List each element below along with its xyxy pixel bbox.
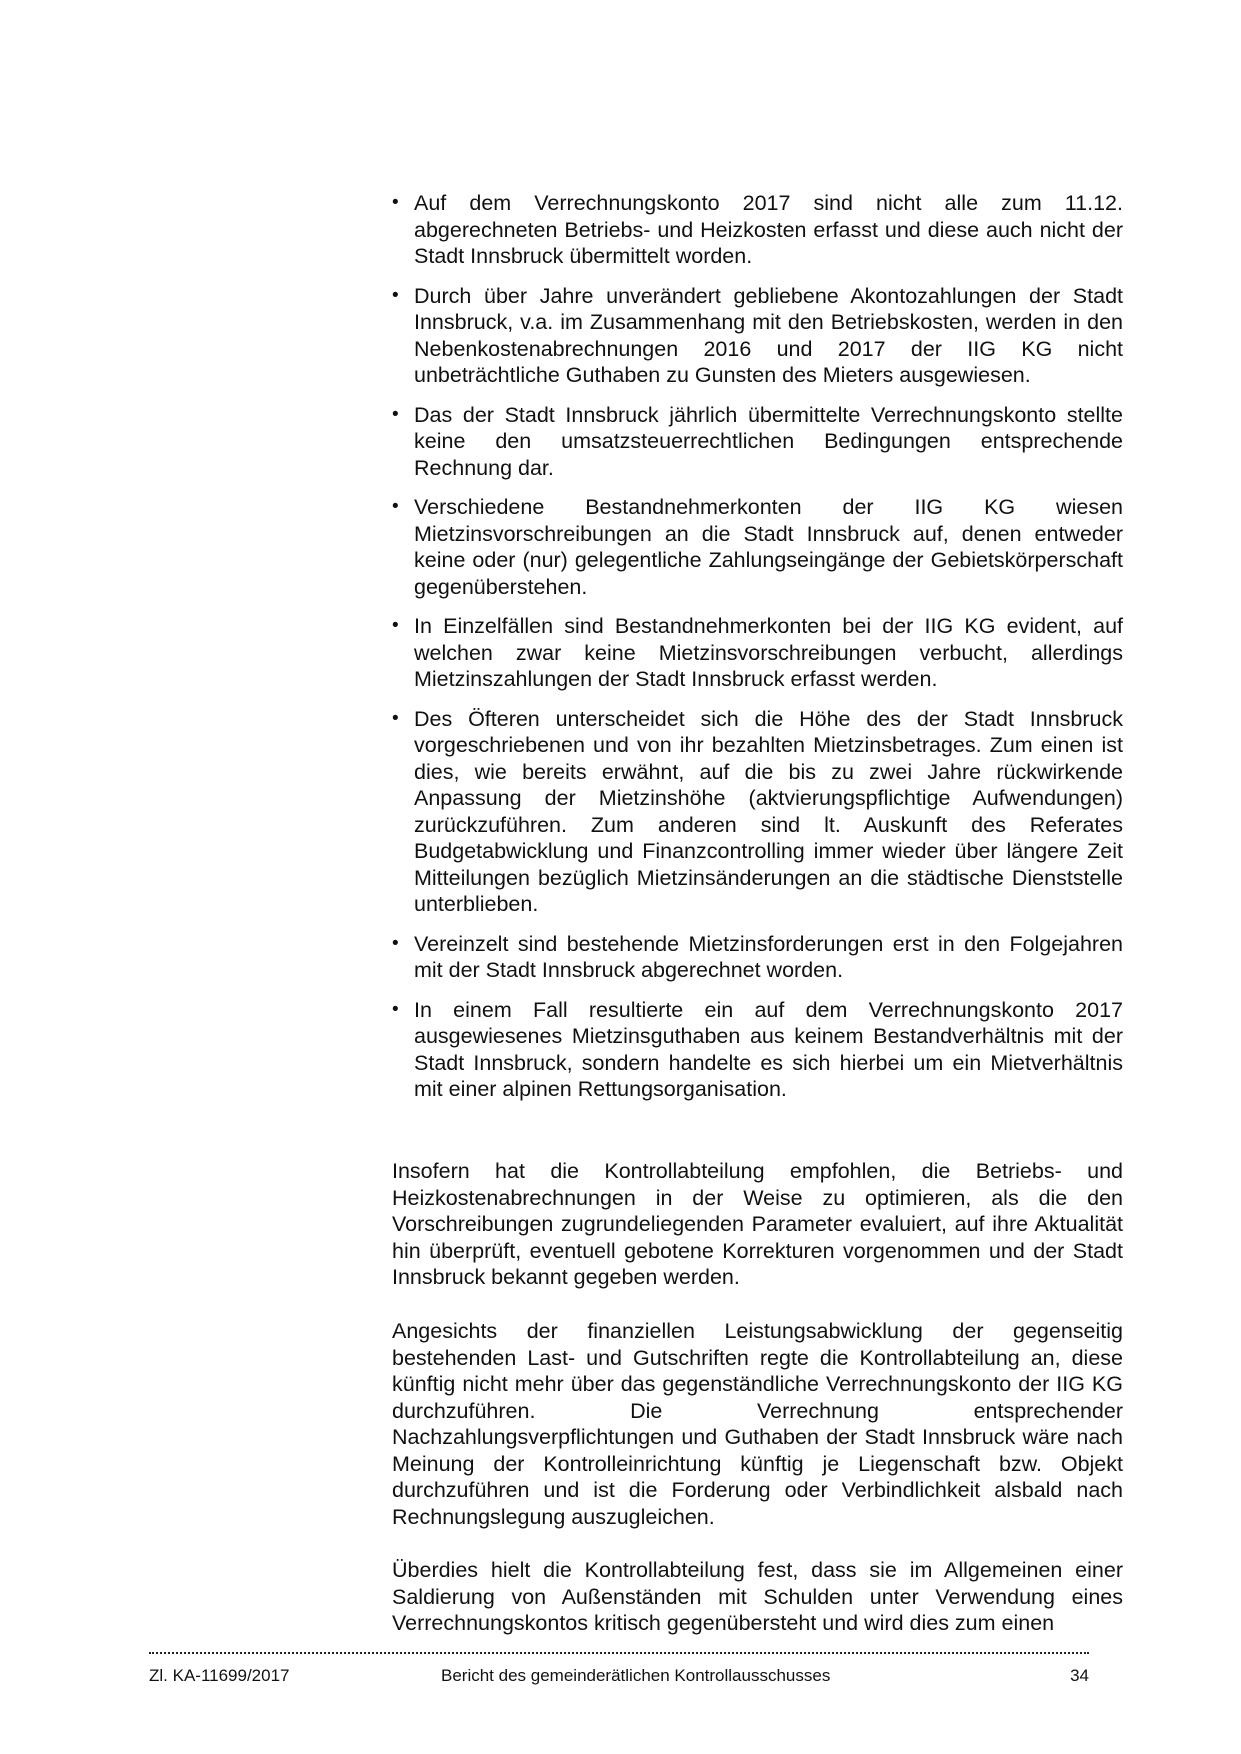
recommendation-paragraph: Insofern hat die Kontrollabteilung empfohlen, die Betriebs- und Heizkostenabrechnungen in der Weise zu optimieren, als die den Vorschreibungen zugrundeliegenden Parameter evaluiert, auf ihre Aktualität hin überprüft, eventuell gebotene Korrekturen vorgenommen und der Stadt Innsbruck bekannt gegeben werden. [392,1159,1123,1289]
list-item-text: Vereinzelt sind bestehende Mietzinsforderungen erst in den Folgejahren mit der Stadt Innsbruck abgerechnet worden. [414,931,1123,982]
bullet-icon: • [392,284,399,306]
bullet-icon: • [392,998,399,1020]
list-item-text: In Einzelfällen sind Bestandnehmerkonten bei der IIG KG evident, auf welchen zwar keine Mietzinsvorschreibungen verbucht, allerdings Mietzinszahlungen der Stadt Innsbruck erfasst werden. [414,614,1123,691]
bullet-icon: • [392,615,399,636]
list-item [392,190,1123,270]
list-item [392,402,1123,482]
list-item [392,283,1123,389]
list-item-text: Das der Stadt Innsbruck jährlich übermittelte Verrechnungskonto stellte keine den umsatzsteuerrechtlichen Bedingungen entsprechende Rechnung dar. [414,402,1123,480]
list-item [392,613,1123,693]
list-item-text: Verschiedene Bestandnehmerkonten der IIG KG wiesen Mietzinsvorschreibungen an die Stadt Innsbruck auf, denen entweder keine oder (nur) gelegentliche Zahlungseingänge der Gebietskörperschaft gegenüberstehen. [414,495,1123,599]
bullet-icon: • [392,707,399,729]
bullet-icon: • [392,496,399,517]
footer-reference: Zl. KA-11699/2017 [149,1666,290,1685]
list-item-text: In einem Fall resultierte ein auf dem Verrechnungskonto 2017 ausgewiesenes Mietzinsguthaben aus keinem Bestandverhältnis mit der Stadt Innsbruck, sondern handelte es sich hierbei um ein Mietverhältnis mit einer alpinen Rettungsorganisation. [414,997,1123,1101]
footer-title: Bericht des gemeinderätlichen Kontrollausschusses [441,1666,831,1685]
closing-paragraph: Überdies hielt die Kontrollabteilung fest, dass sie im Allgemeinen einer Saldierung von Außenständen mit Schulden unter Verwendung eines Verrechnungskontos kritisch gegenübersteht und wird dies zum einen [392,1558,1123,1635]
list-item [392,494,1123,600]
page-footer [149,1666,1089,1690]
list-item [392,997,1123,1103]
list-item [392,931,1123,984]
findings-bullet-list [392,190,1123,1103]
settlement-paragraph: Angesichts der finanziellen Leistungsabwicklung der gegenseitig bestehenden Last- und Gutschriften regte die Kontrollabteilung an, diese künftig nicht mehr über das gegenständliche Verrechnungskonto der IIG KG durchzuführen. Die Verrechnung entsprechender Nachzahlungsverpflichtungen und Guthaben der Stadt Innsbruck wäre nach Meinung der Kontrolleinrichtung künftig je Liegenschaft bzw. Objekt durchzuführen und ist die Forderung oder Verbindlichkeit alsbald nach Rechnungslegung auszugleichen. [392,1319,1123,1529]
list-item-text: Durch über Jahre unverändert gebliebene Akontozahlungen der Stadt Innsbruck, v.a. im Zusammenhang mit den Betriebskosten, werden in den Nebenkostenabrechnungen 2016 und 2017 der IIG KG nicht unbeträchtliche Guthaben zu Gunsten des Mieters ausgewiesen. [414,283,1123,387]
bullet-list-section [392,190,1123,1116]
list-item-text: Des Öfteren unterscheidet sich die Höhe des der Stadt Innsbruck vorgeschriebenen und von ihr bezahlten Mietzinsbetrages. Zum einen ist dies, wie bereits erwähnt, auf die bis zu zwei Jahre rückwirkende Anpassung der Mietzinshöhe (aktvierungspflichtige Aufwendungen) zurückzuführen. Zum anderen sind lt. Auskunft des Referates Budgetabwicklung und Finanzcontrolling immer wieder über längere Zeit Mitteilungen bezüglich Mietzinsänderungen an die städtische Dienststelle unterblieben. [414,706,1123,916]
list-item-text: Auf dem Verrechnungskonto 2017 sind nicht alle zum 11.12. abgerechneten Betriebs- und Heizkosten erfasst und diese auch nicht der Stadt Innsbruck übermittelt worden. [414,191,1123,268]
bullet-icon: • [392,192,399,213]
page-number: 34 [1070,1666,1089,1685]
bullet-icon: • [392,932,399,954]
bullet-icon: • [392,403,399,425]
list-item [392,706,1123,918]
footer-divider [149,1652,1089,1654]
